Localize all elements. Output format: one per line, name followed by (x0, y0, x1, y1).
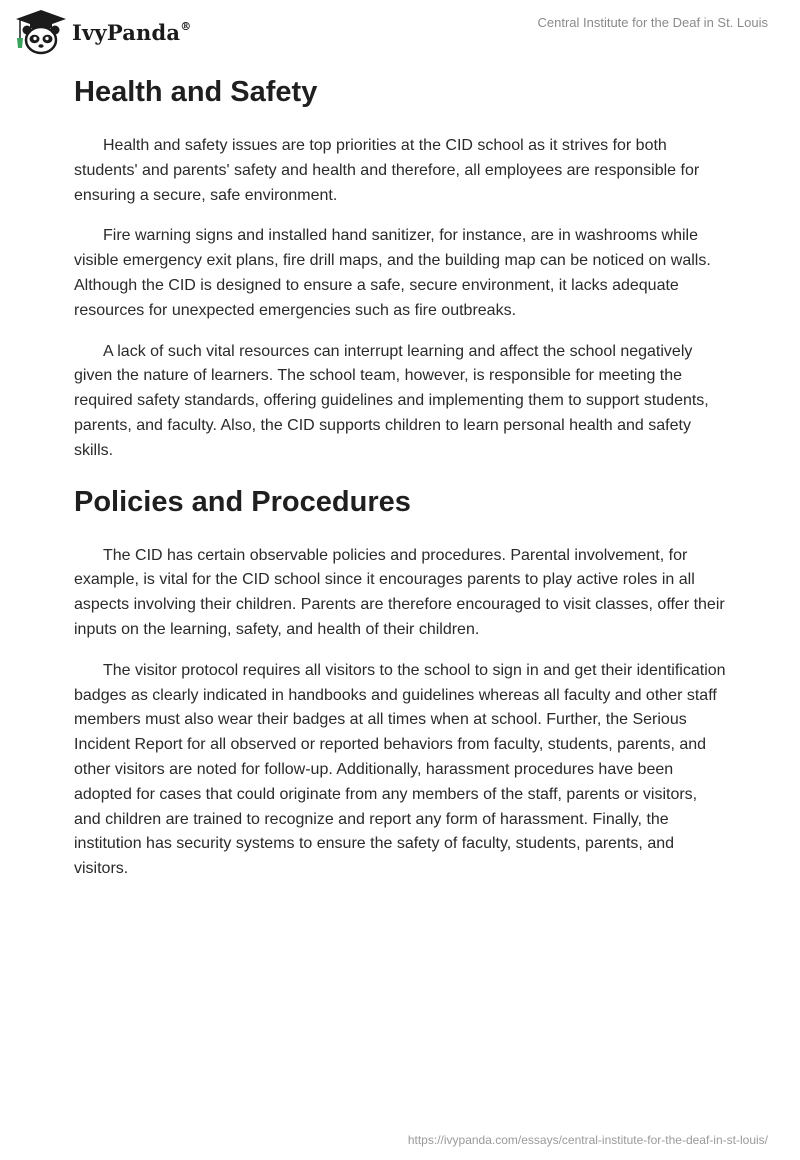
logo-wordmark: IvyPanda® (72, 19, 192, 45)
document-title: Central Institute for the Deaf in St. Louis (537, 15, 768, 30)
section-heading-policies-procedures: Policies and Procedures (74, 485, 411, 518)
paragraph: A lack of such vital resources can interrupt learning and affect the school negatively given the nature of learners. The school team, however, is responsible for meeting the required safety standards, offering guidelines and implementing them to support students, parents, and faculty. Also, the CID supports children to learn personal health and safety skills. (74, 342, 709, 459)
section-heading-health-safety: Health and Safety (74, 76, 318, 108)
essay-content (74, 72, 726, 882)
ivypanda-logo[interactable] (14, 8, 191, 56)
source-url[interactable]: https://ivypanda.com/essays/central-institute-for-the-deaf-in-st-louis/ (407, 1133, 768, 1147)
panda-graduation-cap-icon (14, 8, 68, 56)
paragraph: The visitor protocol requires all visitors to the school to sign in and get their identification badges as clearly indicated in handbooks and guidelines whereas all faculty and other staff members must also wear their badges at all times when at school. Further, the Serious Incident Report for all observed or reported behaviors from faculty, students, parents, and other visitors are noted for follow-up. Additionally, harassment procedures have been adopted for cases that could originate from any members of the staff, parents or visitors, and children are trained to recognize and report any form of harassment. Finally, the institution has security systems to ensure the safety of faculty, students, parents, and visitors. (74, 661, 726, 878)
paragraph: Health and safety issues are top priorities at the CID school as it strives for both students' and parents' safety and health and therefore, all employees are responsible for ensuring a secure, safe environment. (74, 137, 700, 204)
paragraph: The CID has certain observable policies and procedures. Parental involvement, for example, is vital for the CID school since it encourages parents to play active roles in all aspects involving their children. Parents are therefore encouraged to visit classes, offer their inputs on the learning, safety, and health of their children. (74, 546, 725, 638)
registered-mark: ® (180, 19, 192, 33)
page-header (0, 0, 800, 62)
paragraph: Fire warning signs and installed hand sanitizer, for instance, are in washrooms while visible emergency exit plans, fire drill maps, and the building map can be noticed on walls. Although the CID is designed to ensure a safe, secure environment, it lacks adequate resources for unexpected emergencies such as fire outbreaks. (74, 227, 711, 319)
